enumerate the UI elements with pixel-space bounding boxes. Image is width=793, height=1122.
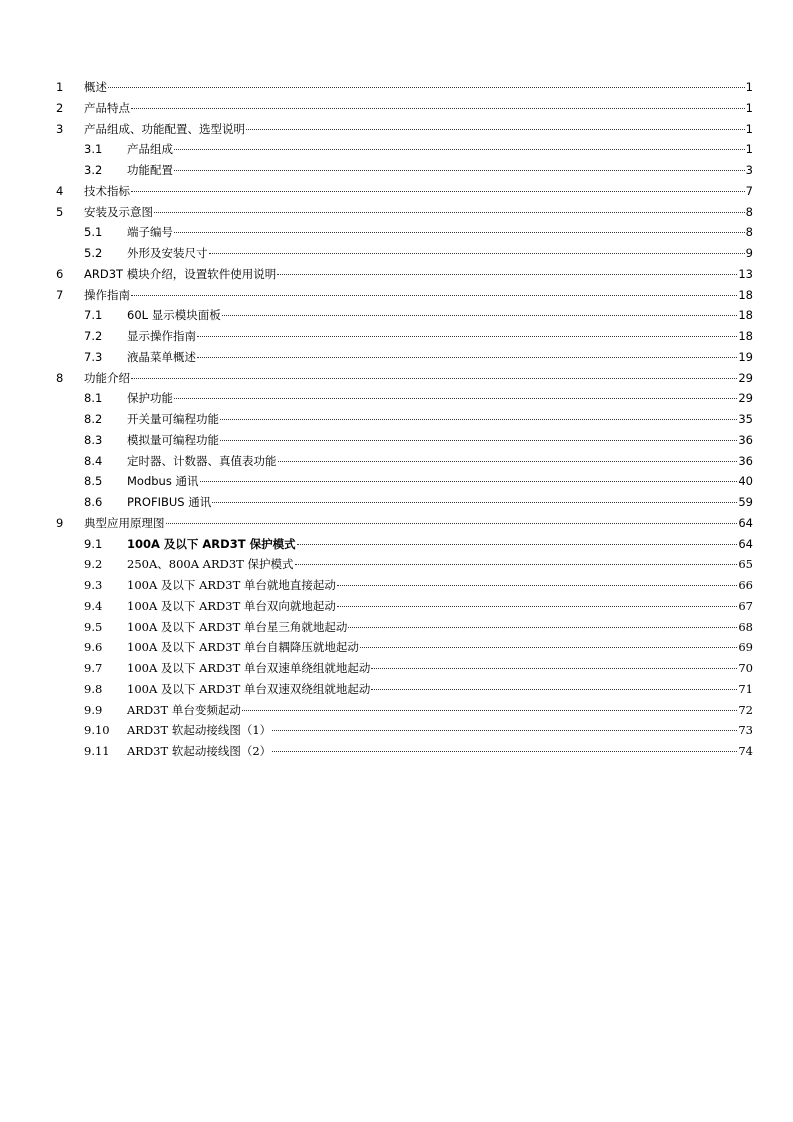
toc-entry-page: 65 — [738, 557, 753, 572]
toc-entry-page: 7 — [745, 183, 753, 198]
toc-entry-title: 产品组成 — [127, 142, 173, 157]
toc-entry-page: 9 — [745, 246, 753, 260]
toc-entry-number: 8.1 — [84, 391, 103, 406]
toc-leader-dots — [174, 170, 745, 171]
toc-entry[interactable] — [0, 430, 793, 451]
toc-entry-number: 1 — [56, 80, 64, 94]
toc-entry-number: 2 — [56, 100, 64, 115]
toc-entry-body — [127, 640, 753, 654]
toc-entry-body — [84, 122, 753, 136]
toc-entry[interactable] — [0, 471, 793, 492]
toc-entry-title: 技术指标 — [84, 183, 130, 198]
toc-leader-dots — [200, 481, 738, 482]
toc-entry-title: 安装及示意图 — [84, 204, 153, 219]
toc-entry-number: 4 — [56, 183, 64, 198]
toc-entry[interactable] — [0, 534, 793, 555]
toc-entry[interactable] — [0, 368, 793, 389]
toc-entry-number: 8.4 — [84, 453, 103, 468]
toc-entry-number: 9.3 — [84, 578, 103, 592]
toc-leader-dots — [212, 502, 737, 503]
toc-entry[interactable] — [0, 492, 793, 513]
toc-entry-page: 1 — [745, 121, 753, 136]
toc-leader-dots — [108, 87, 745, 88]
toc-entry-number: 9.1 — [84, 536, 103, 551]
toc-entry-number: 3.2 — [84, 163, 103, 177]
toc-entry-page: 13 — [738, 266, 753, 281]
toc-entry-number: 9.4 — [84, 598, 103, 613]
toc-entry-number: 7.1 — [84, 308, 103, 323]
toc-leader-dots — [131, 295, 737, 296]
toc-entry-title: 概述 — [84, 80, 107, 94]
toc-leader-dots — [348, 627, 737, 628]
toc-entry[interactable] — [0, 77, 793, 98]
toc-entry-page: 1 — [745, 100, 753, 115]
toc-entry-page: 8 — [745, 204, 753, 219]
toc-leader-dots — [220, 419, 737, 420]
toc-entry[interactable] — [0, 202, 793, 223]
toc-entry[interactable] — [0, 451, 793, 472]
toc-entry-page: 68 — [738, 619, 753, 634]
toc-entry[interactable] — [0, 285, 793, 306]
toc-entry-body — [84, 288, 753, 302]
toc-entry-number: 7.3 — [84, 349, 103, 364]
toc-leader-dots — [222, 315, 738, 316]
toc-entry-body — [127, 474, 753, 488]
toc-leader-dots — [242, 710, 738, 711]
toc-entry-number: 3.1 — [84, 142, 103, 157]
toc-entry[interactable] — [0, 658, 793, 679]
toc-leader-dots — [371, 668, 737, 669]
toc-entry-body — [84, 184, 753, 198]
toc-entry-number: 6 — [56, 266, 64, 281]
toc-leader-dots — [371, 689, 737, 690]
toc-entry-number: 8.3 — [84, 432, 103, 447]
toc-leader-dots — [272, 730, 737, 731]
toc-leader-dots — [209, 253, 745, 254]
toc-entry-page: 74 — [738, 744, 753, 758]
toc-entry-title: 100A 及以下 ARD3T 单台双速单绕组就地起动 — [127, 661, 371, 675]
toc-entry-page: 64 — [738, 515, 753, 530]
toc-entry[interactable] — [0, 637, 793, 658]
toc-entry-body — [127, 246, 753, 260]
toc-entry[interactable] — [0, 139, 793, 160]
toc-entry-number: 7.2 — [84, 329, 103, 343]
toc-entry-title: 60L 显示模块面板 — [127, 308, 221, 323]
toc-entry-number: 9.8 — [84, 681, 103, 696]
toc-entry-page: 18 — [738, 329, 753, 343]
toc-leader-dots — [154, 212, 745, 213]
toc-entry-number: 9.7 — [84, 661, 103, 675]
toc-entry-title: 典型应用原理图 — [84, 515, 165, 530]
toc-entry[interactable] — [0, 222, 793, 243]
toc-leader-dots — [337, 585, 737, 586]
toc-entry-page: 69 — [738, 640, 753, 655]
toc-entry-number: 5 — [56, 204, 64, 219]
toc-entry-body — [127, 308, 753, 322]
toc-leader-dots — [295, 564, 738, 565]
toc-entry-page: 72 — [738, 702, 753, 717]
toc-entry-title: 产品组成、功能配置、选型说明 — [84, 121, 245, 136]
toc-entry-body — [127, 578, 753, 592]
toc-leader-dots — [131, 191, 745, 192]
toc-entry-body — [127, 495, 753, 509]
toc-leader-dots — [272, 751, 737, 752]
toc-entry-body — [127, 350, 753, 364]
toc-entry-title: 端子编号 — [127, 225, 173, 240]
toc-entry-title: 保护功能 — [127, 391, 173, 406]
toc-leader-dots — [131, 108, 745, 109]
toc-entry-number: 9.5 — [84, 619, 103, 634]
toc-entry[interactable] — [0, 575, 793, 596]
toc-entry-body — [127, 744, 753, 758]
toc-leader-dots — [174, 149, 745, 150]
toc-entry-page: 36 — [738, 432, 753, 447]
toc-leader-dots — [337, 606, 737, 607]
toc-leader-dots — [297, 544, 738, 545]
toc-entry-title: ARD3T 模块介绍，设置软件使用说明 — [84, 266, 277, 281]
table-of-contents — [0, 77, 793, 762]
toc-entry-title: Modbus 通讯 — [127, 474, 199, 489]
toc-entry[interactable] — [0, 305, 793, 326]
toc-entry-title: 100A 及以下 ARD3T 单台星三角就地起动 — [127, 619, 348, 634]
toc-entry[interactable] — [0, 119, 793, 140]
toc-entry[interactable] — [0, 181, 793, 202]
toc-entry-title: 100A 及以下 ARD3T 单台双速双绕组就地起动 — [127, 681, 371, 696]
toc-entry-number: 3 — [56, 121, 64, 136]
toc-entry-body — [84, 101, 753, 115]
toc-leader-dots — [360, 647, 737, 648]
toc-leader-dots — [220, 440, 737, 441]
toc-entry[interactable] — [0, 388, 793, 409]
toc-leader-dots — [131, 378, 737, 379]
toc-entry-page: 8 — [745, 225, 753, 240]
toc-entry[interactable] — [0, 554, 793, 575]
toc-entry-number: 8.5 — [84, 474, 103, 489]
toc-entry-number: 9.2 — [84, 557, 103, 572]
toc-entry[interactable] — [0, 326, 793, 347]
toc-entry-number: 8.6 — [84, 495, 103, 509]
toc-leader-dots — [166, 523, 738, 524]
toc-entry-body — [84, 80, 753, 94]
toc-entry[interactable] — [0, 700, 793, 721]
toc-entry-title: 显示操作指南 — [127, 329, 196, 343]
toc-entry[interactable] — [0, 160, 793, 181]
toc-entry-title: 100A 及以下 ARD3T 单台双向就地起动 — [127, 598, 336, 613]
toc-entry-page: 29 — [738, 391, 753, 406]
toc-entry-page: 35 — [738, 412, 753, 426]
toc-entry[interactable] — [0, 720, 793, 741]
toc-entry-page: 66 — [738, 578, 753, 592]
toc-entry-body — [127, 391, 753, 405]
toc-entry-body — [84, 267, 753, 281]
toc-entry-title: 100A 及以下 ARD3T 单台就地直接起动 — [127, 578, 336, 592]
toc-entry-body — [127, 620, 753, 634]
toc-leader-dots — [278, 461, 738, 462]
toc-leader-dots — [277, 274, 737, 275]
toc-entry-page: 73 — [738, 723, 753, 738]
toc-entry[interactable] — [0, 617, 793, 638]
toc-leader-dots — [174, 398, 737, 399]
toc-entry-title: PROFIBUS 通讯 — [127, 495, 212, 509]
toc-entry-number: 9.9 — [84, 702, 103, 717]
toc-entry-body — [127, 557, 753, 571]
toc-entry-page: 1 — [745, 80, 753, 94]
toc-entry-body — [84, 371, 753, 385]
toc-entry[interactable] — [0, 596, 793, 617]
toc-entry-title: 产品特点 — [84, 100, 130, 115]
toc-entry-title: ARD3T 单台变频起动 — [127, 702, 241, 717]
toc-entry[interactable] — [0, 513, 793, 534]
toc-entry-body — [127, 682, 753, 696]
toc-leader-dots — [197, 336, 737, 337]
toc-entry-title: ARD3T 软起动接线图（2） — [127, 744, 272, 758]
toc-entry-number: 9.6 — [84, 640, 103, 655]
toc-entry-number: 7 — [56, 287, 64, 302]
toc-entry-title: 开关量可编程功能 — [127, 412, 219, 426]
toc-entry[interactable] — [0, 347, 793, 368]
toc-entry[interactable] — [0, 409, 793, 430]
toc-entry[interactable] — [0, 741, 793, 762]
toc-entry-title: 功能配置 — [127, 163, 173, 177]
toc-entry-body — [127, 142, 753, 156]
toc-entry-body — [127, 661, 753, 675]
toc-entry-body — [127, 599, 753, 613]
toc-entry-title: 外形及安装尺寸 — [127, 246, 208, 260]
toc-entry-body — [127, 703, 753, 717]
toc-entry-number: 5.1 — [84, 225, 103, 240]
toc-leader-dots — [246, 129, 745, 130]
toc-entry-number: 9.10 — [84, 723, 110, 738]
toc-entry-page: 64 — [738, 536, 753, 551]
toc-entry-page: 71 — [738, 681, 753, 696]
toc-entry-page: 29 — [738, 370, 753, 385]
toc-entry-title: ARD3T 软起动接线图（1） — [127, 723, 272, 738]
toc-entry-title: 操作指南 — [84, 287, 130, 302]
toc-entry-page: 67 — [738, 598, 753, 613]
toc-entry-page: 3 — [745, 163, 753, 177]
toc-entry-title: 功能介绍 — [84, 370, 130, 385]
toc-entry-title: 100A 及以下 ARD3T 单台自耦降压就地起动 — [127, 640, 359, 655]
toc-entry-page: 36 — [738, 453, 753, 468]
toc-entry-title: 液晶菜单概述 — [127, 349, 196, 364]
toc-leader-dots — [197, 357, 737, 358]
toc-entry-number: 9.11 — [84, 744, 110, 758]
toc-entry[interactable] — [0, 243, 793, 264]
toc-entry-body — [84, 205, 753, 219]
toc-entry-number: 9 — [56, 515, 64, 530]
toc-entry-body — [84, 516, 753, 530]
toc-entry-number: 8 — [56, 370, 64, 385]
toc-entry-body — [127, 329, 753, 343]
toc-entry-body — [127, 723, 753, 737]
toc-entry-body — [127, 412, 753, 426]
toc-entry-page: 18 — [738, 308, 753, 323]
toc-entry-page: 70 — [738, 661, 753, 675]
toc-entry-title: 模拟量可编程功能 — [127, 432, 219, 447]
toc-entry-page: 59 — [738, 495, 753, 509]
toc-entry-page: 18 — [738, 287, 753, 302]
toc-entry-body — [127, 537, 753, 551]
toc-entry[interactable] — [0, 98, 793, 119]
toc-entry-title: 100A 及以下 ARD3T 保护模式 — [127, 536, 296, 551]
toc-entry-title: 定时器、计数器、真值表功能 — [127, 453, 277, 468]
toc-entry[interactable] — [0, 264, 793, 285]
toc-entry-body — [127, 433, 753, 447]
toc-entry-page: 19 — [738, 349, 753, 364]
toc-entry-number: 5.2 — [84, 246, 103, 260]
toc-entry-number: 8.2 — [84, 412, 103, 426]
toc-entry-body — [127, 454, 753, 468]
toc-leader-dots — [174, 232, 745, 233]
toc-entry-body — [127, 225, 753, 239]
toc-entry-title: 250A、800A ARD3T 保护模式 — [127, 557, 294, 572]
toc-entry[interactable] — [0, 679, 793, 700]
toc-entry-page: 1 — [745, 142, 753, 157]
toc-entry-page: 40 — [738, 474, 753, 489]
toc-entry-body — [127, 163, 753, 177]
